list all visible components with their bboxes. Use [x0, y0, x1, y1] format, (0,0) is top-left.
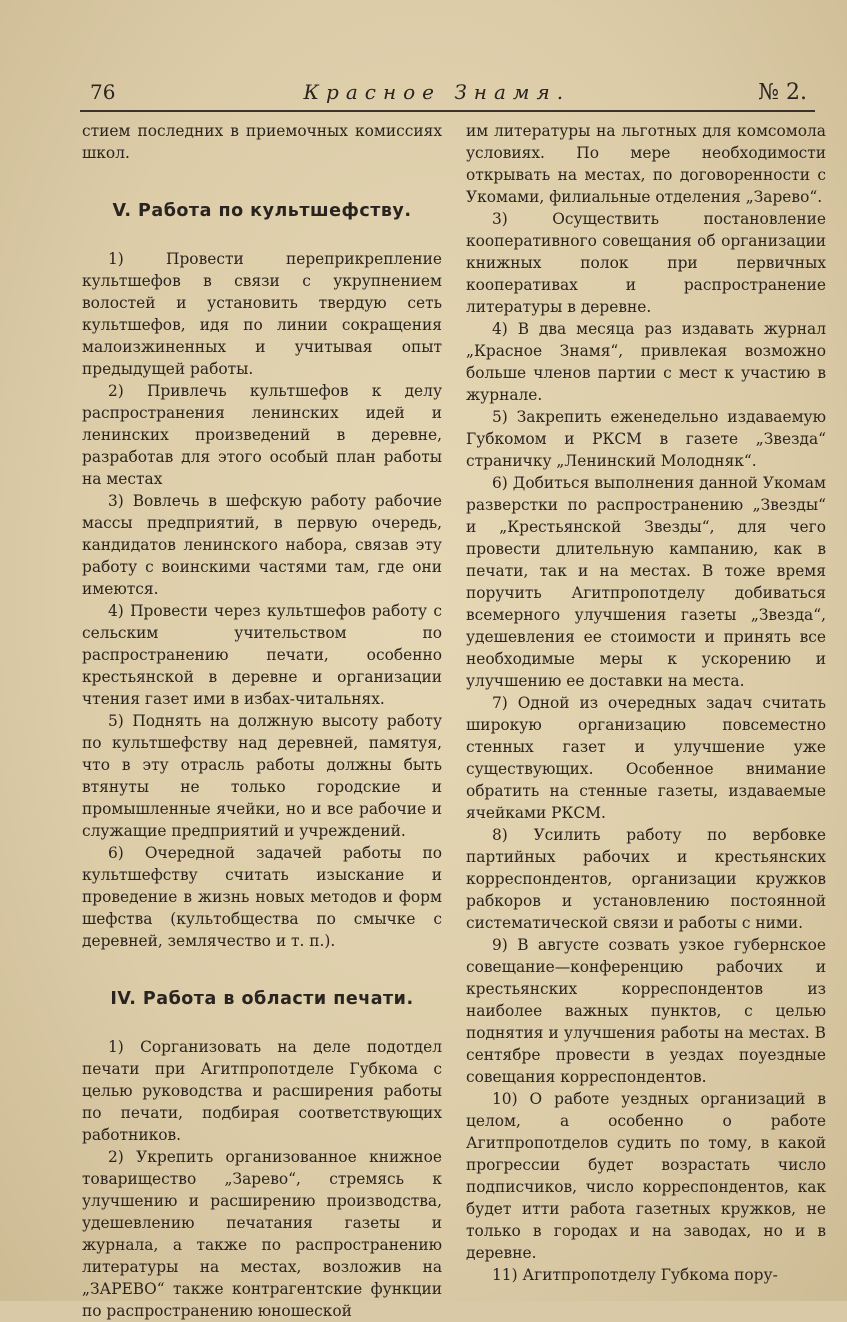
- header-rule: [80, 110, 815, 112]
- page-header: [90, 74, 807, 110]
- paragraph: 3) Осуществить постановление кооперативного совещания об организации книжных полок при первичных кооперативах и распространение литературы в деревне.: [466, 210, 826, 316]
- paragraph: 6) Добиться выполнения данной Укомам разверстки по распространению „Звезды“ и „Крестьянской Звезды“, для чего провести длительную кампанию, как в печати, так и на местах. В тоже время поручить Агитпропотделу добиваться всемерного улучшения газеты „Звезда“, удешевления ее стоимости и принять все необходимые меры к ускорению и улучшению ее доставки на места.: [466, 474, 826, 690]
- paragraph: 5) Поднять на должную высоту работу по культшефству над деревней, памятуя, что в эту отрасль работы должны быть втянуты не только городские и промышленные ячейки, но и все рабочие и служащие предприятий и учреждений.: [82, 712, 442, 840]
- paragraph: 8) Усилить работу по вербовке партийных рабочих и крестьянских корреспондентов, организации кружков рабкоров и установлению постоянной систематической связи и работы с ними.: [466, 826, 826, 932]
- paragraph: 2) Привлечь культшефов к делу распространения ленинских идей и ленинских произведений в деревне, разработав для этого особый план работы на местах: [82, 382, 442, 488]
- paragraph: 2) Укрепить организованное книжное товарищество „Зарево“, стремясь к улучшению и расширению производства, удешевлению печатания газеты и журнала, а также по распространению литературы на местах, возложив на „ЗАРЕВО“ также контрагентские функции по распространению юношеской: [82, 1148, 442, 1320]
- intro-fragment: стием последних в приемочных комиссиях школ.: [82, 122, 442, 162]
- continuation-paragraph: им литературы на льготных для комсомола условиях. По мере необходимости открывать на местах, по договоренности с Укомами, филиальные отделения „Зарево“.: [466, 122, 826, 206]
- paragraph: 3) Вовлечь в шефскую работу рабочие массы предприятий, в первую очередь, кандидатов ленинского набора, связав эту работу с воинскими частями там, где они имеются.: [82, 492, 442, 598]
- paragraph: 5) Закрепить еженедельно издаваемую Губкомом и РКСМ в газете „Звезда“ страничку „Ленинский Молодняк“.: [466, 408, 826, 470]
- paragraph: 1) Провести переприкрепление культшефов в связи с укрупнением волостей и установить твердую сеть культшефов, идя по линии сокращения малоизжиненных и учитывая опыт предыдущей работы.: [82, 250, 442, 378]
- paragraph: 6) Очередной задачей работы по культшефству считать изыскание и проведение в жизнь новых методов и форм шефства (культобщества по смычке с деревней, землячество и т. п.).: [82, 844, 442, 950]
- paragraph: 1) Сорганизовать на деле подотдел печати при Агитпропотделе Губкома с целью руководства и расширения работы по печати, подбирая соответствующих работников.: [82, 1038, 442, 1144]
- paragraph: 7) Одной из очередных задач считать широкую организацию повсеместно стенных газет и улучшение уже существующих. Особенное внимание обратить на стенные газеты, издаваемые ячейками РКСМ.: [466, 694, 826, 822]
- paragraph: 4) Провести через культшефов работу с сельским учительством по распространению печати, особенно крестьянской в деревне и организации чтения газет ими в избах-читальнях.: [82, 602, 442, 708]
- journal-title: Красное Знамя.: [303, 80, 571, 104]
- paragraph: 9) В августе созвать узкое губернское совещание—конференцию рабочих и крестьянских корреспондентов из наиболее важных пунктов, с целью поднятия и улучшения работы на местах. В сентябре провести в уездах поуездные совещания корреспондентов.: [466, 936, 826, 1086]
- page-number: 76: [90, 80, 116, 104]
- paragraph: 10) О работе уездных организаций в целом, а особенно о работе Агитпропотделов судить по тому, в какой прогрессии будет возрастать число подписчиков, число корреспондентов, как будет итти работа газетных кружков, не только в городах и на заводах, но и в деревне.: [466, 1090, 826, 1262]
- section-4-heading: IV. Работа в области печати.: [110, 989, 414, 1009]
- paragraph: 4) В два месяца раз издавать журнал „Красное Знамя“, привлекая возможно больше членов партии с мест к участию в журнале.: [466, 320, 826, 404]
- trailing-paragraph: 11) Агитпропотделу Губкома пору-: [492, 1266, 778, 1284]
- section-5-heading: V. Работа по культшефству.: [112, 201, 412, 221]
- left-column: [82, 120, 442, 1320]
- issue-number: № 2.: [758, 79, 807, 105]
- right-column: [466, 120, 826, 1284]
